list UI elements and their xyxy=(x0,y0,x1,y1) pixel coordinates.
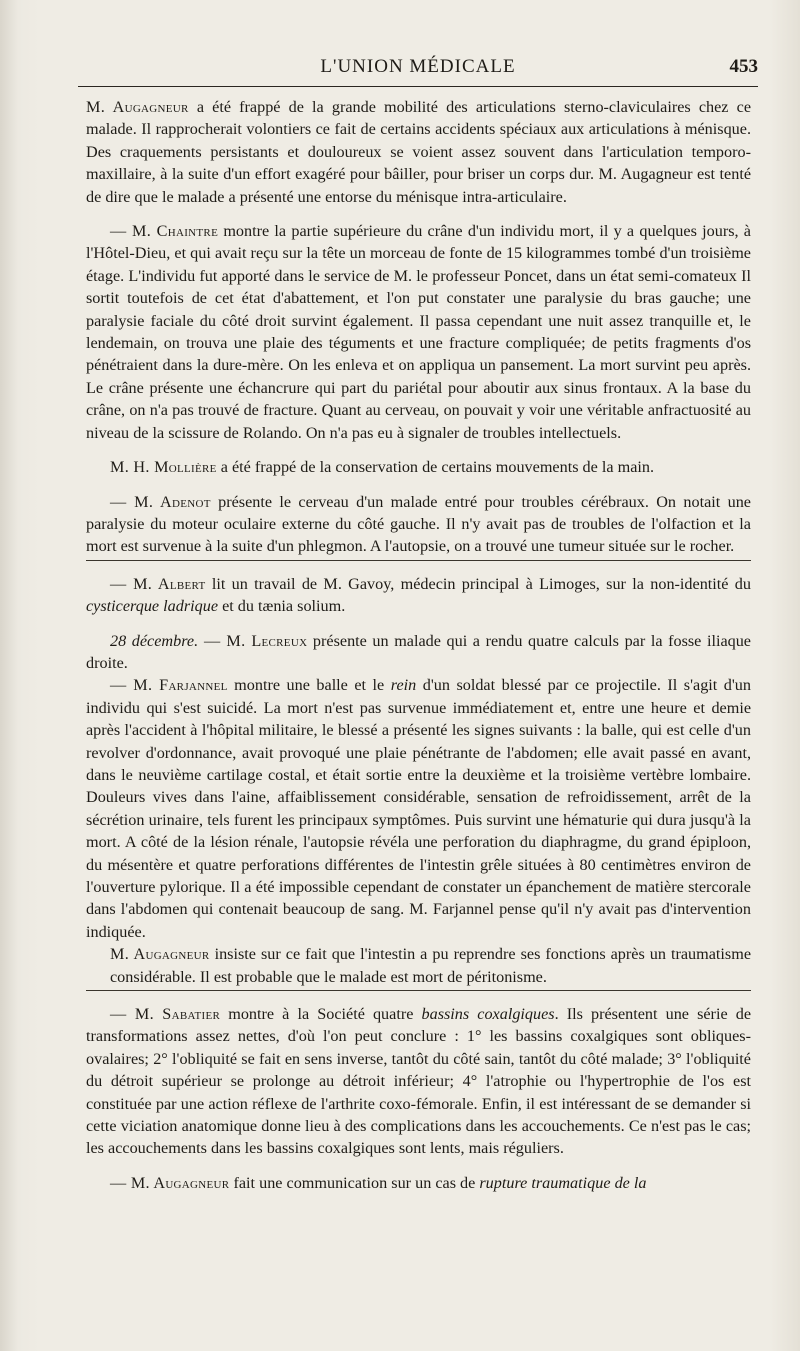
speaker-name: — M. Chaintre xyxy=(110,222,219,241)
running-title: L'UNION MÉDICALE xyxy=(320,56,516,77)
paragraph-text: a été frappé de la grande mobilité des articulations sterno-claviculaires chez ce malade. Il rapprocherait volontiers ce fait de certains accidents spéciaux aux articulations à ménisque. Des craquements persistants et douloureux se voient assez souvent dans l'articulation temporo-maxillaire, à la suite d'un effort exagéré pour bâiller, pour briser un corps dur. M. Augagneur est tenté de dire que le malade a présenté une entorse du ménisque intra-articulaire. xyxy=(86,98,751,206)
header-rule xyxy=(78,86,758,87)
paragraph-sabatier xyxy=(86,1003,751,1160)
section-rule xyxy=(86,560,751,561)
paragraph-text: présente un malade qui a rendu quatre calculs par la fosse iliaque droite. xyxy=(86,631,751,672)
paragraph-chaintre xyxy=(86,220,751,444)
paragraph-text: présente le cerveau d'un malade entré pour troubles cérébraux. On notait une paralysie du moteur oculaire externe du côté gauche. Il n'y avait pas de troubles de l'olfaction et la mort est survenue à la suite d'un phlegmon. A l'autopsie, on a trouvé une tumeur située sur le rocher. xyxy=(86,492,751,556)
paragraph-text: lit un travail de M. Gavoy, médecin principal à Limoges, sur la non-identité du xyxy=(205,574,751,593)
paragraph-farjannel xyxy=(86,674,751,943)
paragraph-molliere xyxy=(86,456,751,478)
paragraph-adenot xyxy=(86,491,751,558)
paragraph-augagneur-2 xyxy=(86,943,751,988)
paragraph-text: montre la partie supérieure du crâne d'un individu mort, il y a quelques jours, à l'Hôtel-Dieu, et qui avait reçu sur la tête un morceau de fonte de 15 kilogrammes tombé d'un troisième étage. L'individu fut apporté dans le service de M. le professeur Poncet, dans un état semi-comateux Il sortit toutefois de cet état d'abattement, et l'on put constater une paralysie du bras gauche; une paralysie faciale du côté droit survint également. Il passa cependant une nuit assez tranquille et, le lendemain, on trouva une plaie des téguments et une fracture compliquée; de petits fragments d'os pénétraient dans la dure-mère. On les enleva et on appliqua un pansement. La mort survint peu après. Le crâne présente une échancrure qui part du pariétal pour aboutir aux sinus frontaux. A la base du crâne, on n'a pas trouvé de fracture. Quant au cerveau, on pouvait y voir une véritable anfractuosité au niveau de la scissure de Rolando. On n'a pas eu à signaler de troubles intellectuels. xyxy=(86,222,751,442)
paragraph-text: a été frappé de la conservation de certains mouvements de la main. xyxy=(216,458,655,477)
paragraph-text: montre une balle et le xyxy=(227,676,391,695)
italic-term: rupture traumatique de la xyxy=(479,1173,647,1192)
italic-term: bassins coxalgiques xyxy=(421,1005,555,1024)
speaker-name: M. Augagneur xyxy=(86,98,189,116)
speaker-name: — M. Adenot xyxy=(110,492,211,511)
paragraph-text: montre à la Société quatre xyxy=(220,1005,422,1024)
body-text xyxy=(86,96,751,1194)
speaker-name: — M. Sabatier xyxy=(110,1005,221,1024)
speaker-name: M. Augagneur xyxy=(110,945,210,964)
section-rule xyxy=(86,990,751,991)
paragraph-text: insiste sur ce fait que l'intestin a pu reprendre ses fonctions après un traumatisme considérable. Il est probable que le malade est mort de péritonisme. xyxy=(110,945,751,986)
page-number: 453 xyxy=(729,56,758,77)
paragraph-augagneur-3 xyxy=(86,1172,751,1194)
paragraph-augagneur-1 xyxy=(86,96,751,208)
paragraph-text: et du tænia solium. xyxy=(218,597,346,616)
paragraph-text: . Ils présentent une série de transformations assez nettes, d'où l'on peut conclure : 1° les bassins coxalgiques sont obliques-ovalaires; 2° l'obliquité se fait en sens inverse, tantôt du côté sain, tantôt du côté malade; 3° l'obliquité du détroit supérieur se prolonge au détroit inférieur; 4° l'atrophie ou l'hypertrophie de l'os est constituée par une action réflexe de l'arthrite coxo-fémorale. Enfin, il est intéressant de se demander si cette viciation anatomique donne lieu à des complications dans les accouchements. Ce n'est pas le cas; les accouchements dans les bassins coxalgiques sont lents, mais réguliers. xyxy=(86,1005,751,1158)
speaker-name: — M. Augagneur xyxy=(110,1173,230,1192)
speaker-name: — M. Albert xyxy=(110,574,206,593)
page-header xyxy=(78,52,758,88)
paragraph-text: fait une communication sur un cas de xyxy=(229,1173,480,1192)
speaker-name: M. H. Mollière xyxy=(110,458,217,477)
speaker-name: — M. Farjannel xyxy=(110,676,228,695)
italic-term: cysticerque ladrique xyxy=(86,597,219,616)
session-date: 28 décembre. xyxy=(110,631,199,650)
paragraph-text: d'un soldat blessé par ce projectile. Il s'agit d'un individu qui s'est suicidé. La mort n'est pas survenue immédiatement et, entre une heure et demie après l'accident à l'hôpital militaire, le blessé a présenté les signes suivants : la balle, qui est celle d'un revolver d'ordonnance, avait provoqué une plaie pénétrante de l'abdomen; elle avait passé en avant, dans le neuvième cartilage costal, et était sortie entre la deuxième et la troisième vertèbre lombaire. Douleurs vives dans l'aine, affaiblissement considérable, sensation de refroidissement, arrêt de la sécrétion urinaire, tels furent les principaux symptômes. Puis survint une hématurie qui dura jusqu'à la mort. A côté de la lésion rénale, l'autopsie révéla une perforation du diaphragme, du grand épiploon, du mésentère et quatre perforations différentes de l'intestin grêle situées à 80 centimètres environ de l'ouverture pylorique. Il a été impossible cependant de constater un épanchement de matière stercorale dans l'abdomen qui contenait beaucoup de sang. M. Farjannel pense qu'il n'y avait pas d'intervention indiquée. xyxy=(86,676,751,941)
italic-term: rein xyxy=(390,676,417,695)
speaker-name: — M. Lecreux xyxy=(198,631,308,650)
paragraph-lecreux xyxy=(86,630,751,675)
paragraph-albert xyxy=(86,573,751,618)
